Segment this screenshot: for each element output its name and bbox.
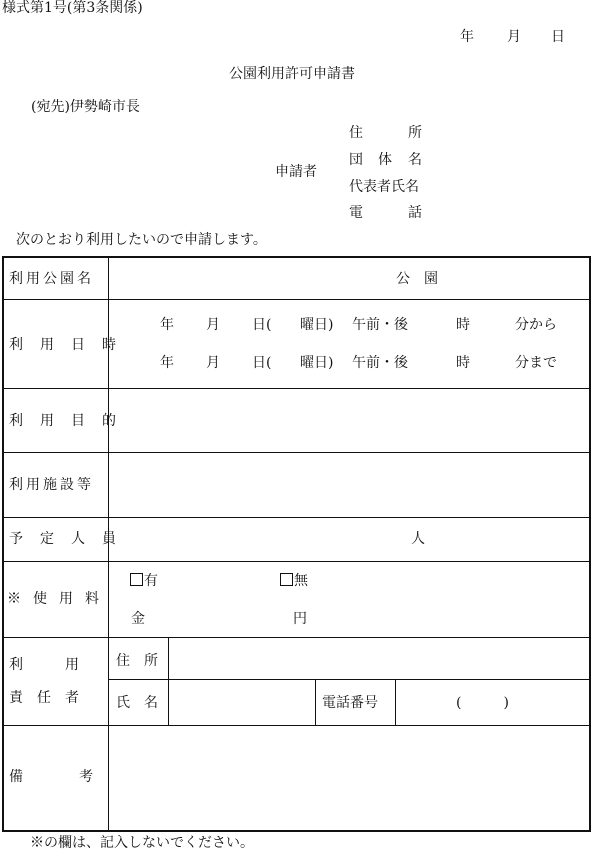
- applicant-group-label-b: 体: [378, 152, 392, 168]
- fee-no-label: 無: [294, 573, 308, 589]
- end-hour-label: 時: [456, 355, 470, 371]
- resp-phone-label: 電話番号: [322, 695, 378, 711]
- date-year-label: 年: [460, 29, 474, 45]
- park-suffix: 公 園: [396, 271, 438, 287]
- responsible-label-line2: 責 任 者: [9, 690, 79, 706]
- people-unit: 人: [411, 531, 425, 547]
- start-minute-label: 分から: [515, 317, 557, 333]
- start-month-label: 月: [206, 317, 220, 333]
- fee-yes-label: 有: [144, 573, 158, 589]
- facility-label: 利用施設等: [9, 477, 94, 493]
- fee-unit: 円: [293, 611, 307, 627]
- date-month-label: 月: [507, 29, 521, 45]
- fee-no-option: [280, 573, 308, 588]
- remarks-label: 備 考: [9, 769, 93, 785]
- applicant-phone-label-b: 話: [408, 205, 422, 221]
- end-month-label: 月: [206, 355, 220, 371]
- end-ampm-label: 午前・後: [352, 355, 408, 371]
- fee-yes-checkbox: [130, 573, 143, 586]
- resp-phone-paren: ( ): [456, 695, 509, 711]
- start-year-label: 年: [160, 317, 174, 333]
- form-number: 様式第1号(第3条関係): [2, 0, 143, 16]
- footnote: ※の欄は、記入しないでください。: [30, 835, 254, 851]
- applicant-group-label-a: 団: [349, 152, 363, 168]
- applicant-rep-label: 代表者氏名: [349, 179, 419, 195]
- applicant-group-label-c: 名: [408, 152, 422, 168]
- people-label: 予定人員: [9, 531, 133, 547]
- responsible-label-line1: 利 用: [9, 657, 79, 673]
- addressee: (宛先)伊勢崎市長: [31, 99, 140, 115]
- applicant-address-label-b: 所: [408, 125, 422, 141]
- applicant-phone-label-a: 電: [349, 205, 363, 221]
- start-hour-label: 時: [456, 317, 470, 333]
- date-day-label: 日: [551, 29, 565, 45]
- fee-label: ※使用料: [7, 591, 111, 607]
- fee-no-checkbox: [280, 573, 293, 586]
- end-year-label: 年: [160, 355, 174, 371]
- intro-text: 次のとおり利用したいので申請します。: [16, 232, 267, 248]
- purpose-label: 利用目的: [9, 413, 133, 429]
- datetime-label: 利用日時: [9, 337, 133, 353]
- start-ampm-label: 午前・後: [352, 317, 408, 333]
- applicant-label: 申請者: [275, 164, 317, 180]
- applicant-address-label-a: 住: [349, 125, 363, 141]
- start-weekday-label: 曜日): [300, 317, 334, 333]
- resp-address-label: 住 所: [116, 653, 158, 669]
- fee-amount-label: 金: [131, 611, 145, 627]
- park-name-label: 利用公園名: [9, 271, 94, 287]
- end-minute-label: 分まで: [515, 355, 557, 371]
- resp-name-label: 氏 名: [116, 695, 158, 711]
- fee-yes-option: [130, 573, 158, 588]
- end-day-label: 日(: [252, 355, 272, 371]
- end-weekday-label: 曜日): [300, 355, 334, 371]
- form-title: 公園利用許可申請書: [229, 66, 355, 82]
- start-day-label: 日(: [252, 317, 272, 333]
